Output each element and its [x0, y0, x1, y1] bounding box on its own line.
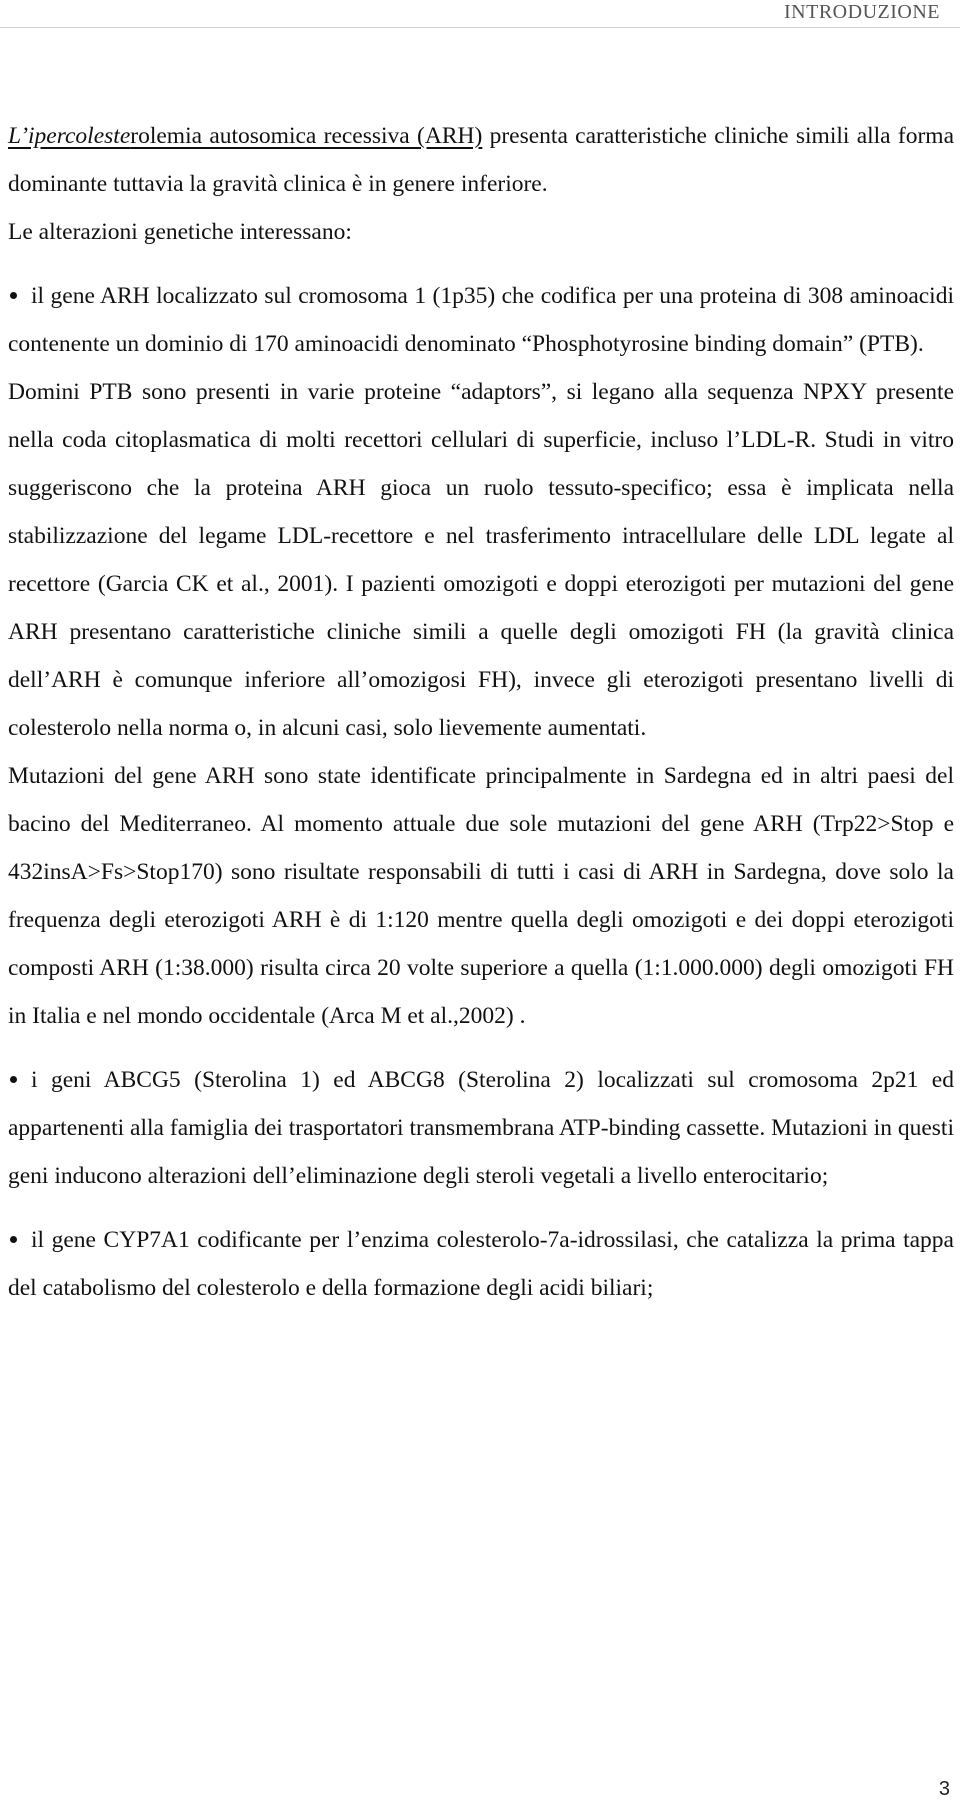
spacer	[8, 1040, 954, 1056]
bullet-item-abcg-text: i geni ABCG5 (Sterolina 1) ed ABCG8 (Sterolina 2) localizzati sul cromosoma 2p21 ed appartenenti alla famiglia dei trasportatori transmembrana ATP-binding cassette. Mutazioni in questi geni inducono alterazioni dell’eliminazione degli steroli vegetali a livello enterocitario;	[8, 1067, 954, 1189]
arh-intro-text: presenta caratteristiche cliniche simili alla forma dominante tuttavia la gravità clinica è in genere inferiore.	[8, 123, 954, 197]
arh-title-rest: rolemia autosomica recessiva (ARH)	[130, 123, 483, 149]
bullet-item-arh-gene-text: il gene ARH localizzato sul cromosoma 1 (1p35) che codifica per una proteina di 308 aminoacidi contenente un dominio di 170 aminoacidi denominato “Phosphotyrosine binding domain” (PTB).	[8, 283, 954, 357]
bullet-item-cyp7a1	[8, 1216, 954, 1312]
arh-intro-paragraph	[8, 112, 954, 208]
genetic-alterations-lead: Le alterazioni genetiche interessano:	[8, 219, 352, 245]
arh-title	[8, 123, 482, 149]
bullet-item-cyp7a1-text: il gene CYP7A1 codificante per l’enzima colesterolo-7a-idrossilasi, che catalizza la prima tappa del catabolismo del colesterolo e della formazione degli acidi biliari;	[8, 1227, 954, 1301]
page-number: 3	[938, 1778, 950, 1800]
bullet-item-arh-gene	[8, 272, 954, 368]
spacer	[8, 1200, 954, 1216]
arh-title-italic: L’ipercoleste	[8, 123, 131, 149]
ptb-domain-paragraph: Domini PTB sono presenti in varie proteine “adaptors”, si legano alla sequenza NPXY presente nella coda citoplasmatica di molti recettori cellulari di superficie, incluso l’LDL-R. Studi in vitro suggeriscono che la proteina ARH gioca un ruolo tessuto-specifico; essa è implicata nella stabilizzazione del legame LDL-recettore e nel trasferimento intracellulare delle LDL legate al recettore (Garcia CK et al., 2001). I pazienti omozigoti e doppi eterozigoti per mutazioni del gene ARH presentano caratteristiche cliniche simili a quelle degli omozigoti FH (la gravità clinica dell’ARH è comunque inferiore all’omozigosi FH), invece gli eterozigoti presentano livelli di colesterolo nella norma o, in alcuni casi, solo lievemente aumentati.	[8, 379, 954, 741]
bullet-icon	[10, 292, 17, 299]
arh-mutations-paragraph: Mutazioni del gene ARH sono state identificate principalmente in Sardegna ed in altri paesi del bacino del Mediterraneo. Al momento attuale due sole mutazioni del gene ARH (Trp22>Stop e 432insA>Fs>Stop170) sono risultate responsabili di tutti i casi di ARH in Sardegna, dove solo la frequenza degli eterozigoti ARH è di 1:120 mentre quella degli omozigoti e dei doppi eterozigoti composti ARH (1:38.000) risulta circa 20 volte superiore a quella (1:1.000.000) degli omozigoti FH in Italia e nel mondo occidentale (Arca M et al.,2002) .	[8, 763, 954, 1029]
bullet-icon	[10, 1236, 17, 1243]
spacer	[8, 256, 954, 272]
header-divider	[0, 27, 960, 28]
bullet-icon	[10, 1076, 17, 1083]
bullet-item-abcg	[8, 1056, 954, 1200]
running-header: INTRODUZIONE	[784, 1, 940, 23]
document-body	[8, 112, 954, 1312]
